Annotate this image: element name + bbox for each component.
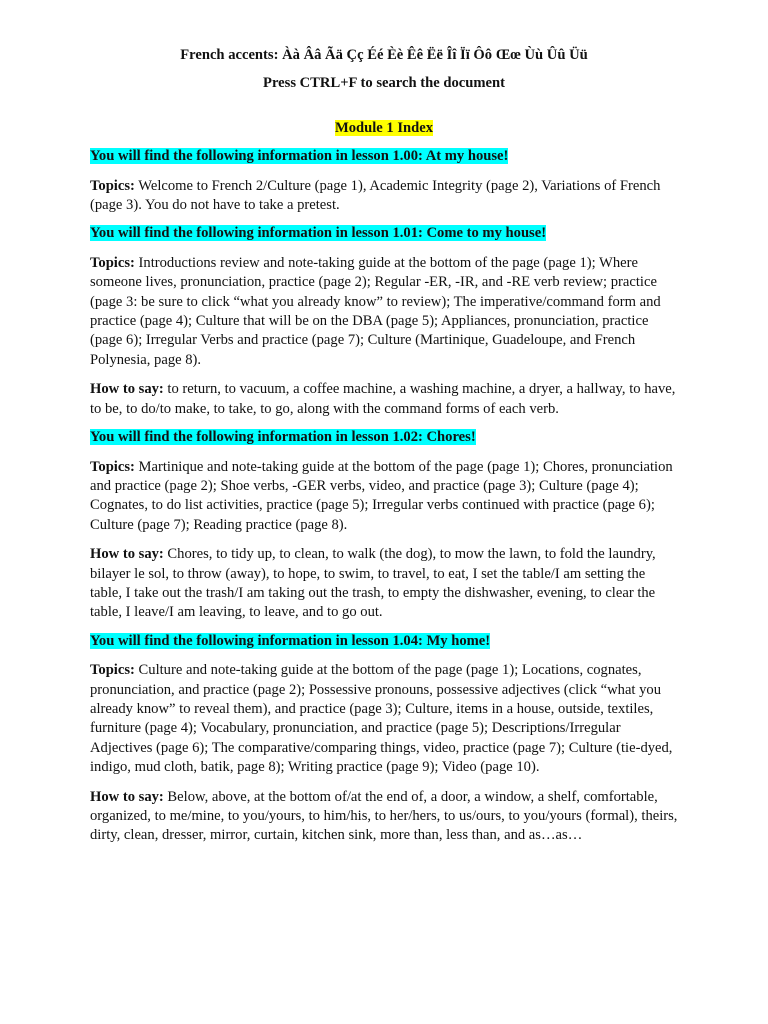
topics-text: Martinique and note-taking guide at the bottom of the page (page 1); Chores, pronunciation and practice (page 2); Shoe verbs, -GER verbs, video, and practice (page 3); Culture (page 4); Cognates, to do list activities, practice (page 5); Irregular verbs continued with practice (page 6); Culture (page 7); Reading practice (page 8).	[90, 458, 673, 533]
lesson-heading-text: You will find the following information in lesson 1.01: Come to my house!	[90, 225, 547, 242]
topics-label: Topics:	[90, 458, 135, 475]
topics-label: Topics:	[90, 254, 135, 271]
lesson-heading-text: You will find the following information in lesson 1.02: Chores!	[90, 429, 476, 446]
howto-label: How to say:	[90, 546, 164, 563]
lesson-topics-1-04	[90, 661, 678, 777]
lesson-howto-1-04	[90, 788, 678, 846]
lesson-heading-1-00	[90, 147, 678, 166]
lesson-heading-text: You will find the following information in lesson 1.00: At my house!	[90, 148, 509, 165]
search-hint: Press CTRL+F to search the document	[263, 75, 505, 92]
topics-text: Culture and note-taking guide at the bottom of the page (page 1); Locations, cognates, pronunciation, and practice (page 2); Possessive pronouns, possessive adjectives (click “what you already know” to reveal them), and practice (page 3); Culture, items in a house, outside, textiles, furniture (page 4); Vocabulary, pronunciation, and practice (page 5); Descriptions/Irregular Adjectives (page 6); The comparative/comparing things, video, practice (page 7); Culture (tie-dyed, indigo, mud cloth, batik, page 8); Writing practice (page 9); Video (page 10).	[90, 662, 673, 776]
lesson-heading-1-04	[90, 632, 678, 651]
lesson-topics-1-01	[90, 254, 678, 370]
topics-text: Introductions review and note-taking guide at the bottom of the page (page 1); Where someone lives, pronunciation, practice (page 2); Regular -ER, -IR, and -RE verb review; practice (page 3: be sure to click “what you already know” to review); The imperative/command form and practice (page 4); Culture that will be on the DBA (page 5); Appliances, pronunciation, practice (page 6); Irregular Verbs and practice (page 7); Culture (Martinique, Guadeloupe, and French Polynesia, page 8).	[90, 254, 661, 368]
module-title-text: Module 1 Index	[334, 119, 434, 136]
lesson-howto-1-02	[90, 545, 678, 623]
howto-label: How to say:	[90, 788, 164, 805]
lesson-topics-1-00	[90, 177, 678, 216]
howto-label: How to say:	[90, 381, 164, 398]
accents-line: French accents: Àà Ââ Ãä Çç Éé Èè Êê Ëë Îî Ïï Ôô Œœ Ùù Ûû Üü	[180, 47, 588, 63]
howto-text: Below, above, at the bottom of/at the end of, a door, a window, a shelf, comfortable, organized, to me/mine, to you/yours, to him/his, to her/hers, to us/ours, to you/yours (formal), theirs, dirty, clean, dresser, mirror, curtain, kitchen sink, more than, less than, and as…as…	[90, 788, 678, 844]
lesson-topics-1-02	[90, 458, 678, 536]
lesson-howto-1-01	[90, 380, 678, 419]
lesson-heading-text: You will find the following information in lesson 1.04: My home!	[90, 632, 491, 649]
lesson-heading-1-02	[90, 428, 678, 447]
topics-text: Welcome to French 2/Culture (page 1), Academic Integrity (page 2), Variations of French (page 3). You do not have to take a pretest.	[90, 177, 661, 214]
module-title	[90, 119, 678, 138]
topics-label: Topics:	[90, 177, 135, 194]
howto-text: to return, to vacuum, a coffee machine, a washing machine, a dryer, a hallway, to have, to be, to do/to make, to take, to go, along with the command forms of each verb.	[90, 381, 676, 417]
howto-text: Chores, to tidy up, to clean, to walk (the dog), to mow the lawn, to fold the laundry, bilayer le sol, to throw (away), to hope, to swim, to travel, to eat, I set the table/I am setting the table, I take out the trash/I am taking out the trash, to empty the dishwasher, evening, to clear the table, I leave/I am leaving, to leave, and to go out.	[90, 546, 656, 621]
topics-label: Topics:	[90, 662, 135, 679]
lesson-heading-1-01	[90, 224, 678, 243]
